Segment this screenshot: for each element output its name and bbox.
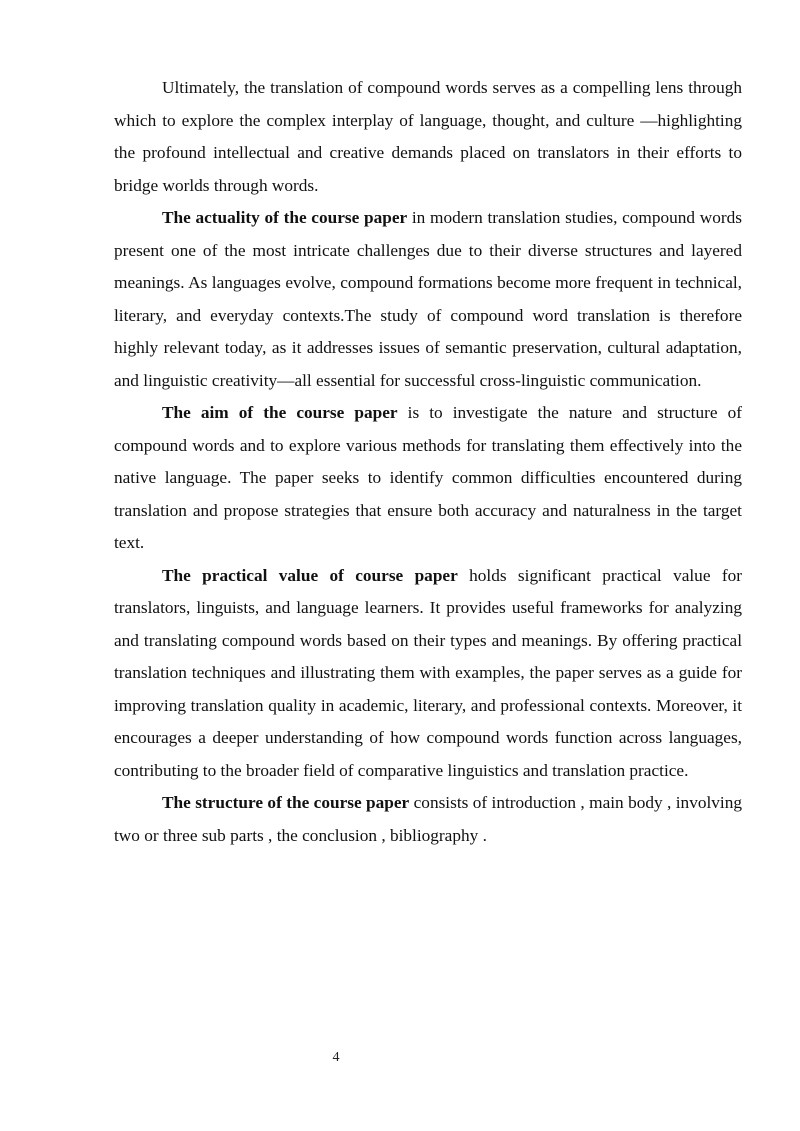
- paragraph-conclusion-lens: [114, 72, 742, 202]
- paragraph-text: consists of introduction , main body , involving two or three sub parts , the conclusion , bibliography .: [114, 793, 742, 845]
- paragraph-practical-value: [114, 560, 742, 788]
- paragraph-text: holds significant practical value for translators, linguists, and language learners. It provides useful frameworks for analyzing and translating compound words based on their types and meanings. By offering practical translation techniques and illustrating them with examples, the paper serves as a guide for improving translation quality in academic, literary, and professional contexts. Moreover, it encourages a deeper understanding of how compound words function across languages, contributing to the broader field of comparative linguistics and translation practice.: [114, 565, 742, 780]
- paragraph-aim: [114, 397, 742, 560]
- page-number: 4: [332, 1050, 340, 1065]
- paragraph-lead: The practical value of course paper: [162, 565, 458, 585]
- paragraph-structure: [114, 787, 742, 852]
- paragraph-text: Ultimately, the translation of compound words serves as a compelling lens through which to explore the complex interplay of language, thought, and culture —highlighting the profound intellectual and creative demands placed on translators in their efforts to bridge worlds through words.: [114, 78, 742, 195]
- paragraph-lead: The aim of the course paper: [162, 403, 398, 422]
- paragraph-actuality: [114, 202, 742, 397]
- paragraph-text: is to investigate the nature and structure of compound words and to explore various methods for translating them effectively into the native language. The paper seeks to identify common difficulties encountered during translation and propose strategies that ensure both accuracy and naturalness in the target text.: [114, 403, 742, 552]
- paragraph-lead: The actuality of the course paper: [162, 208, 408, 227]
- body-text: [114, 72, 742, 852]
- paragraph-text: in modern translation studies, compound words present one of the most intricate challenges due to their diverse structures and layered meanings. As languages evolve, compound formations become more frequent in technical, literary, and everyday contexts.The study of compound word translation is therefore highly relevant today, as it addresses issues of semantic preservation, cultural adaptation, and linguistic creativity—all essential for successful cross-linguistic communication.: [114, 208, 742, 390]
- paragraph-lead: The structure of the course paper: [162, 793, 410, 812]
